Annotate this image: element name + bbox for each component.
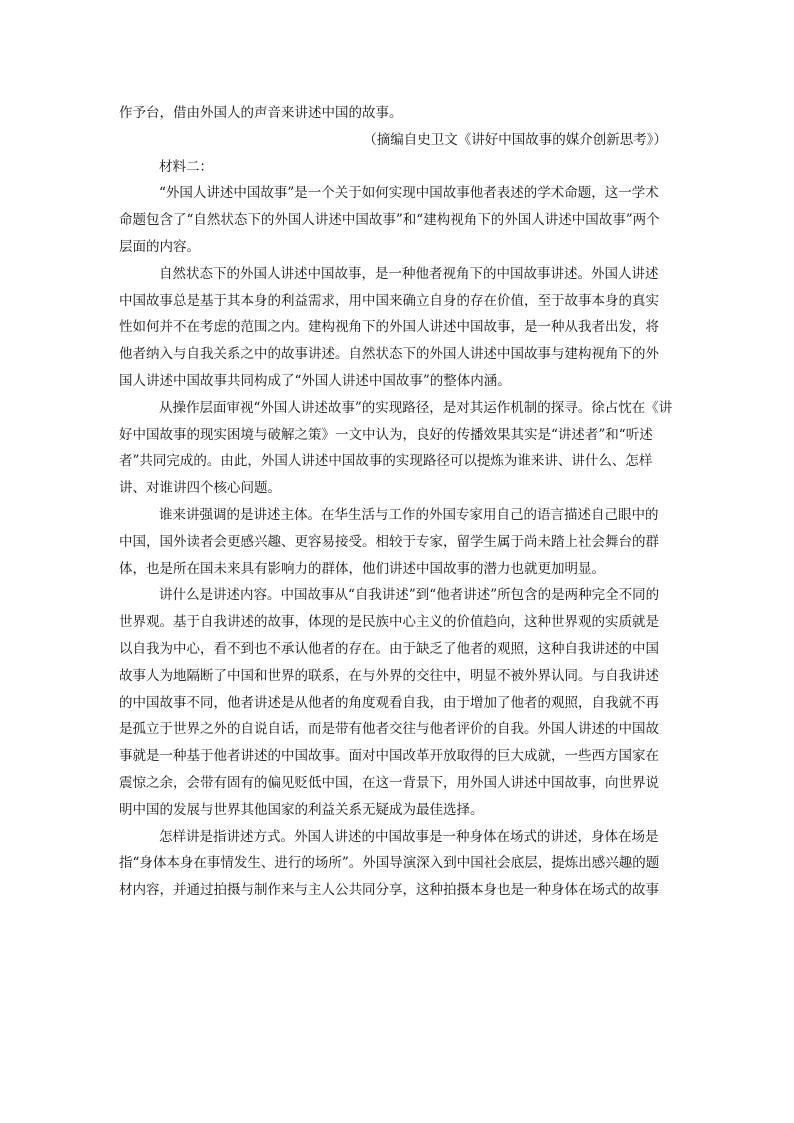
text-line: 层面的内容。 (119, 238, 200, 255)
text-line: 者”共同完成的。由此，外国人讲述中国故事的实现路径可以提炼为谁来讲、讲什么、怎样 (119, 453, 653, 470)
text-line: 事就是一种基于他者讲述的中国故事。面对中国改革开放取得的巨大成就，一些西方国家在 (119, 748, 659, 765)
text-line: 指“身体本身在事情发生、进行的场所”。外国导演深入到中国社会底层，提炼出感兴趣的题 (119, 855, 660, 872)
text-line: 以自我为中心，看不到也不承认他者的存在。由于缺乏了他者的观照，这种自我讲述的中国 (119, 640, 659, 657)
text-line: 震惊之余，会带有固有的偏见贬低中国，在这一背景下，用外国人讲述中国故事，向世界说 (119, 774, 659, 791)
text-line: 材内容，并通过拍摄与制作来与主人公共同分享，这种拍摄本身也是一种身体在场式的故事 (119, 882, 659, 899)
text-line: 中国，国外读者会更感兴趣、更容易接受。相较于专家，留学生属于尚未踏上社会舞台的群 (119, 533, 659, 550)
document-body (119, 100, 675, 904)
text-line: 明中国的发展与世界其他国家的利益关系无疑成为最佳选择。 (119, 801, 484, 818)
text-line: 故事人为地隔断了中国和世界的联系，在与外界的交往中，明显不被外界认同。与自我讲述 (119, 667, 659, 684)
text-line: 讲什么是讲述内容。中国故事从“自我讲述”到“他者讲述”所包含的是两种完全不同的 (159, 587, 660, 604)
text-line: 命题包含了“自然状态下的外国人讲述中国故事”和“建构视角下的外国人讲述中国故事”两个 (119, 212, 660, 229)
text-line: 作予台，借由外国人的声音来讲述中国的故事。 (119, 105, 403, 121)
text-line: 好中国故事的现实困境与破解之策》一文中认为，良好的传播效果其实是“讲述者”和“听述 (119, 426, 653, 443)
text-line: 怎样讲是指讲述方式。外国人讲述的中国故事是一种身体在场式的讲述，身体在场是 (159, 828, 659, 845)
text-line: 讲、对谁讲四个核心问题。 (119, 480, 281, 497)
text-line: 性如何并不在考虑的范围之内。建构视角下的外国人讲述中国故事，是一种从我者出发，将 (119, 319, 659, 336)
text-line: 是孤立于世界之外的自说自话，而是带有他者交往与他者评价的自我。外国人讲述的中国故 (119, 721, 659, 738)
text-line: 从操作层面审视“外国人讲述故事”的实现路径，是对其运作机制的探寻。徐占忱在《讲 (159, 399, 673, 416)
section-heading: 材料二： (159, 158, 213, 175)
text-line: “外国人讲述中国故事”是一个关于如何实现中国故事他者表述的学术命题，这一学术 (159, 185, 659, 202)
text-line: 体，也是所在国未来具有影响力的群体，他们讲述中国故事的潜力也就更加明显。 (119, 560, 605, 577)
text-line: 自然状态下的外国人讲述中国故事，是一种他者视角下的中国故事讲述。外国人讲述 (159, 265, 659, 282)
text-line: 中国故事总是基于其本身的利益需求，用中国来确立自身的存在价值，至于故事本身的真实 (119, 292, 659, 309)
text-line: 他者纳入与自我关系之中的故事讲述。自然状态下的外国人讲述中国故事与建构视角下的外 (119, 346, 659, 363)
source-citation: （摘编自史卫文《讲好中国故事的媒介创新思考》） (363, 131, 667, 148)
text-line: 国人讲述中国故事共同构成了“外国人讲述中国故事”的整体内涵。 (119, 372, 511, 389)
text-line: 谁来讲强调的是讲述主体。在华生活与工作的外国专家用自己的语言描述自己眼中的 (159, 506, 659, 523)
text-line: 的中国故事不同，他者讲述是从他者的角度观看自我，由于增加了他者的观照，自我就不再 (119, 694, 659, 711)
text-line: 世界观。基于自我讲述的故事，体现的是民族中心主义的价值趋向，这种世界观的实质就是 (119, 614, 659, 631)
